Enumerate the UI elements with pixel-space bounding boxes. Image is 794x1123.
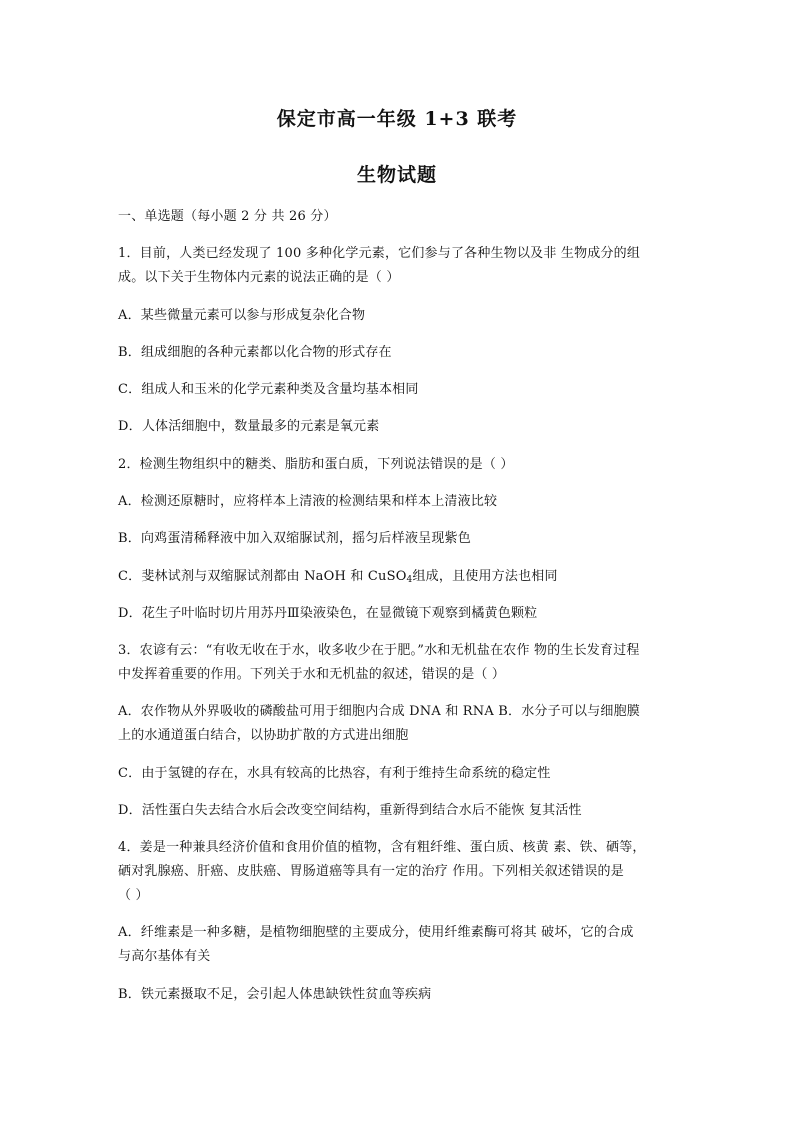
q1-option-c: C．组成人和玉米的化学元素种类及含量均基本相同 <box>118 382 419 397</box>
q2-option-c-text: C．斐林试剂与双缩脲试剂都由 NaOH 和 CuSO <box>118 569 407 584</box>
q2-option-c-subscript: 4 <box>406 575 413 585</box>
q1-stem-line2: 成。以下关于生物体内元素的说法正确的是（ ） <box>118 270 400 285</box>
q3-option-a-line1: A．农作物从外界吸收的磷酸盐可用于细胞内合成 DNA 和 RNA B．水分子可以与细胞膜 <box>118 704 641 719</box>
q1-stem-line1: 1．目前，人类已经发现了 100 多种化学元素，它们参与了各种生物以及非 生物成分的组 <box>118 246 641 261</box>
q4-option-a-line1: A．纤维素是一种多糖，是植物细胞壁的主要成分，使用纤维素酶可将其 破坏，它的合成 <box>118 925 634 940</box>
q3-stem-line1: 3．农谚有云：“有收无收在于水，收多收少在于肥。”水和无机盐在农作 物的生长发育过程 <box>118 643 640 658</box>
exam-subtitle: 生物试题 <box>356 164 437 186</box>
q1-option-d: D．人体活细胞中，数量最多的元素是氧元素 <box>118 419 380 434</box>
q3-option-c: C．由于氢键的存在，水具有较高的比热容，有利于维持生命系统的稳定性 <box>118 766 551 781</box>
q4-stem-line3: （ ） <box>118 888 149 903</box>
q3-stem-line2: 中发挥着重要的作用。下列关于水和无机盐的叙述，错误的是（ ） <box>118 667 506 682</box>
q2-option-a: A．检测还原糖时，应将样本上清液的检测结果和样本上清液比较 <box>118 494 498 509</box>
section-heading: 一、单选题（每小题 2 分 共 26 分） <box>118 209 337 224</box>
q1-option-a: A．某些微量元素可以参与形成复杂化合物 <box>118 308 366 323</box>
q2-option-c-tail: 组成，且使用方法也相同 <box>412 569 558 584</box>
q2-stem-line1: 2．检测生物组织中的糖类、脂肪和蛋白质，下列说法错误的是（ ） <box>118 457 514 472</box>
q2-option-c <box>118 564 684 593</box>
q2-option-d: D．花生子叶临时切片用苏丹Ⅲ染液染色，在显微镜下观察到橘黄色颗粒 <box>118 606 538 621</box>
q4-stem-line1: 4．姜是一种兼具经济价值和食用价值的植物，含有粗纤维、蛋白质、核黄 素、铁、硒等， <box>118 840 646 855</box>
q4-option-b: B．铁元素摄取不足，会引起人体患缺铁性贫血等疾病 <box>118 987 432 1002</box>
q2-option-b: B．向鸡蛋清稀释液中加入双缩脲试剂，摇匀后样液呈现紫色 <box>118 531 471 546</box>
q4-stem-line2: 硒对乳腺癌、肝癌、皮肤癌、胃肠道癌等具有一定的治疗 作用。下列相关叙述错误的是 <box>118 864 624 879</box>
q3-option-a-line2: 上的水通道蛋白结合，以协助扩散的方式进出细胞 <box>118 728 409 743</box>
exam-title: 保定市高一年级 1+3 联考 <box>276 108 518 130</box>
q1-option-b: B．组成细胞的各种元素都以化合物的形式存在 <box>118 345 392 360</box>
q4-option-a-line2: 与高尔基体有关 <box>118 949 211 964</box>
q3-option-d: D．活性蛋白失去结合水后会改变空间结构，重新得到结合水后不能恢 复其活性 <box>118 803 582 818</box>
